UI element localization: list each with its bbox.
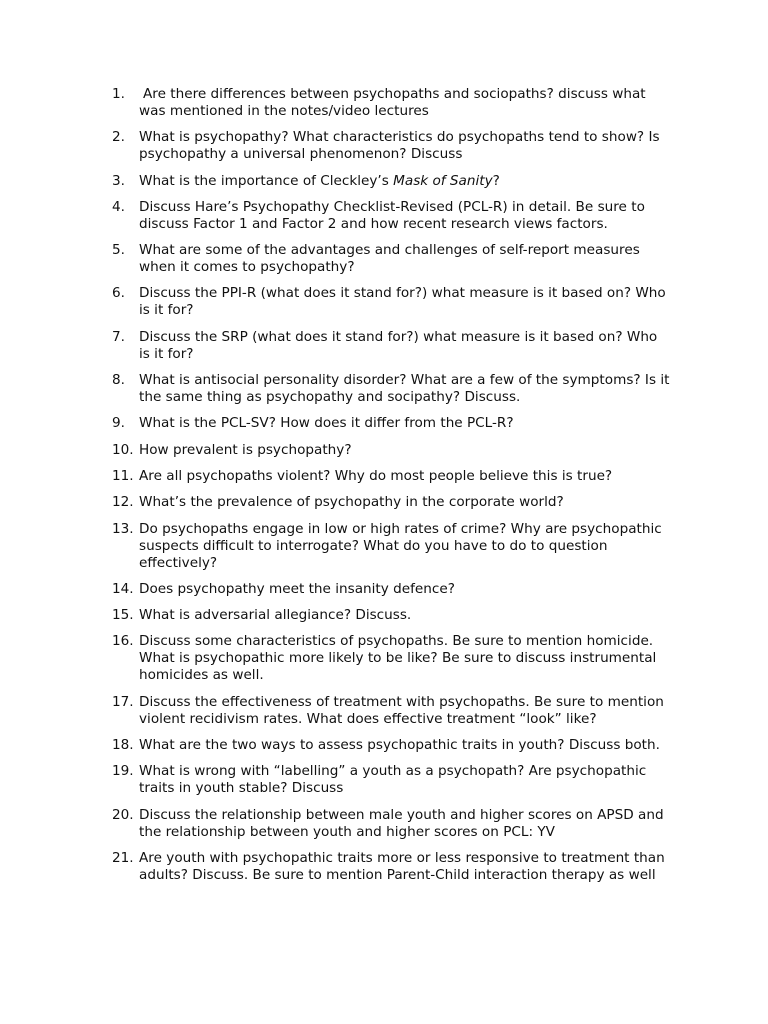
question-number: 13. xyxy=(112,520,134,537)
list-item xyxy=(112,607,672,624)
question-number: 10. xyxy=(112,441,134,458)
list-item xyxy=(112,199,672,233)
question-text: How prevalent is psychopathy? xyxy=(139,441,352,458)
list-item xyxy=(112,468,672,485)
question-text: What are some of the advantages and challenges of self-report measures when it comes to psychopathy? xyxy=(139,242,640,276)
question-text-pre: What is the importance of Cleckley’s xyxy=(139,172,394,189)
list-item xyxy=(112,329,672,363)
question-number: 15. xyxy=(112,607,134,624)
question-text: What’s the prevalence of psychopathy in the corporate world? xyxy=(139,494,564,511)
list-item xyxy=(112,86,672,120)
question-text: Discuss some characteristics of psychopaths. Be sure to mention homicide. What is psychopathic more likely to be like? Be sure to discuss instrumental homicides as well. xyxy=(139,633,657,684)
question-number: 7. xyxy=(112,328,125,345)
question-number: 21. xyxy=(112,849,134,866)
question-text: Discuss the effectiveness of treatment with psychopaths. Be sure to mention violent recidivism rates. What does effective treatment “look” like? xyxy=(139,693,664,727)
list-item xyxy=(112,633,672,684)
question-number: 3. xyxy=(112,172,125,189)
question-text: Do psychopaths engage in low or high rates of crime? Why are psychopathic suspects difficult to interrogate? What do you have to do to question effectively? xyxy=(139,520,662,571)
question-number: 5. xyxy=(112,242,125,259)
list-item xyxy=(112,242,672,276)
question-text: Are all psychopaths violent? Why do most people believe this is true? xyxy=(139,467,613,484)
list-item xyxy=(112,521,672,572)
list-item xyxy=(112,694,672,728)
question-text: Discuss the PPI-R (what does it stand for?) what measure is it based on? Who is it for? xyxy=(139,285,666,319)
question-number: 1. xyxy=(112,86,125,102)
question-number: 16. xyxy=(112,633,134,650)
question-text: Are youth with psychopathic traits more or less responsive to treatment than adults? Discuss. Be sure to mention Parent-Child interaction therapy as well xyxy=(139,849,665,883)
book-title: Mask of Sanity xyxy=(393,172,493,189)
question-number: 14. xyxy=(112,580,134,597)
question-number: 6. xyxy=(112,285,125,302)
question-number: 9. xyxy=(112,415,125,432)
list-item xyxy=(112,372,672,406)
question-text: What is the PCL-SV? How does it differ from the PCL-R? xyxy=(139,415,514,432)
list-item xyxy=(112,415,672,432)
question-number: 19. xyxy=(112,763,134,780)
list-item xyxy=(112,763,672,797)
question-number: 20. xyxy=(112,806,134,823)
question-number: 4. xyxy=(112,198,125,215)
list-item xyxy=(112,850,672,884)
question-text: What is wrong with “labelling” a youth as a psychopath? Are psychopathic traits in youth stable? Discuss xyxy=(139,763,647,797)
list-item xyxy=(112,581,672,598)
question-text: Does psychopathy meet the insanity defence? xyxy=(139,580,455,597)
question-text: What is psychopathy? What characteristics do psychopaths tend to show? Is psychopathy a universal phenomenon? Discuss xyxy=(139,129,660,163)
question-text-post: ? xyxy=(492,172,500,189)
question-text xyxy=(139,173,672,190)
question-text: What are the two ways to assess psychopathic traits in youth? Discuss both. xyxy=(139,737,660,754)
question-text: Discuss Hare’s Psychopathy Checklist-Revised (PCL-R) in detail. Be sure to discuss Factor 1 and Factor 2 and how recent research views factors. xyxy=(139,198,645,232)
list-item xyxy=(112,173,672,190)
question-number: 12. xyxy=(112,494,134,511)
question-number: 11. xyxy=(112,467,134,484)
question-number: 2. xyxy=(112,129,125,146)
list-item xyxy=(112,737,672,754)
list-item xyxy=(112,442,672,459)
list-item xyxy=(112,285,672,319)
list-item xyxy=(112,807,672,841)
list-item xyxy=(112,129,672,163)
question-text: What is adversarial allegiance? Discuss. xyxy=(139,607,412,624)
question-text: What is antisocial personality disorder? What are a few of the symptoms? Is it the same thing as psychopathy and socipathy? Discuss. xyxy=(139,372,670,406)
question-text: Discuss the relationship between male youth and higher scores on APSD and the relationship between youth and higher scores on PCL: YV xyxy=(139,806,664,840)
question-number: 17. xyxy=(112,693,134,710)
question-number: 18. xyxy=(112,737,134,754)
question-number: 8. xyxy=(112,372,125,389)
list-item xyxy=(112,494,672,511)
question-text: Are there differences between psychopaths and sociopaths? discuss what was mentioned in the notes/video lectures xyxy=(139,86,646,119)
question-text: Discuss the SRP (what does it stand for?) what measure is it based on? Who is it for? xyxy=(139,328,658,362)
question-list xyxy=(112,86,672,893)
